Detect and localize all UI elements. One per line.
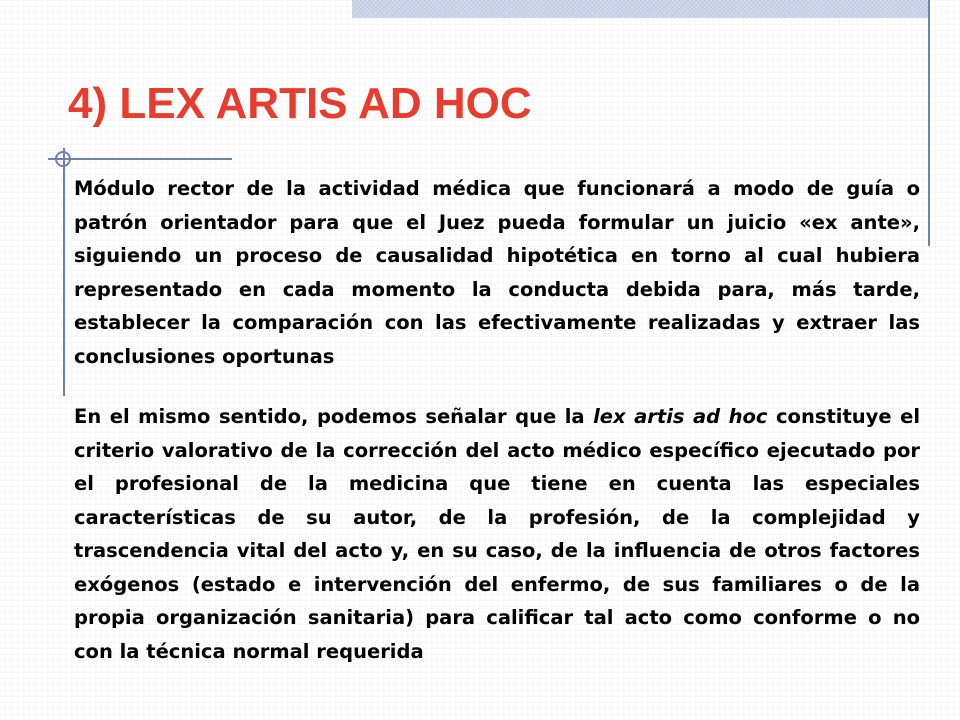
slide-body [74,172,920,668]
paragraph-definition: Módulo rector de la actividad médica que funcionará a modo de guía o patrón orientador para que el Juez pueda formular un juicio «ex ante», siguiendo un proceso de causalidad hipotética en torno al cual hubiera representado en cada momento la conducta debida para, más tarde, establecer la comparación con las efectivamente realizadas y extraer las conclusiones oportunas [74,177,920,368]
lex-artis-term: lex artis ad hoc [593,405,768,428]
title-underline-rule [48,158,232,160]
paragraph-criterion [74,400,920,668]
left-vertical-rule [63,148,65,396]
paragraph-criterion-intro: En el mismo sentido, podemos señalar que la [74,405,594,428]
slide-title: 4) LEX ARTIS AD HOC [68,79,532,128]
right-vertical-rule [928,0,930,246]
circle-ornament [55,151,71,167]
top-decorative-pattern [352,0,930,18]
paragraph-criterion-rest: constituye el criterio valorativo de la corrección del acto médico específico ejecutado por el profesional de la medicina que tiene en cuenta las especiales características de su autor, de la profesión, de la complejidad y trascendencia vital del acto y, en su caso, de la influencia de otros factores exógenos (estado e intervención del enfermo, de sus familiares o de la propia organización sanitaria) para calificar tal acto como conforme o no con la técnica normal requerida [74,405,921,663]
